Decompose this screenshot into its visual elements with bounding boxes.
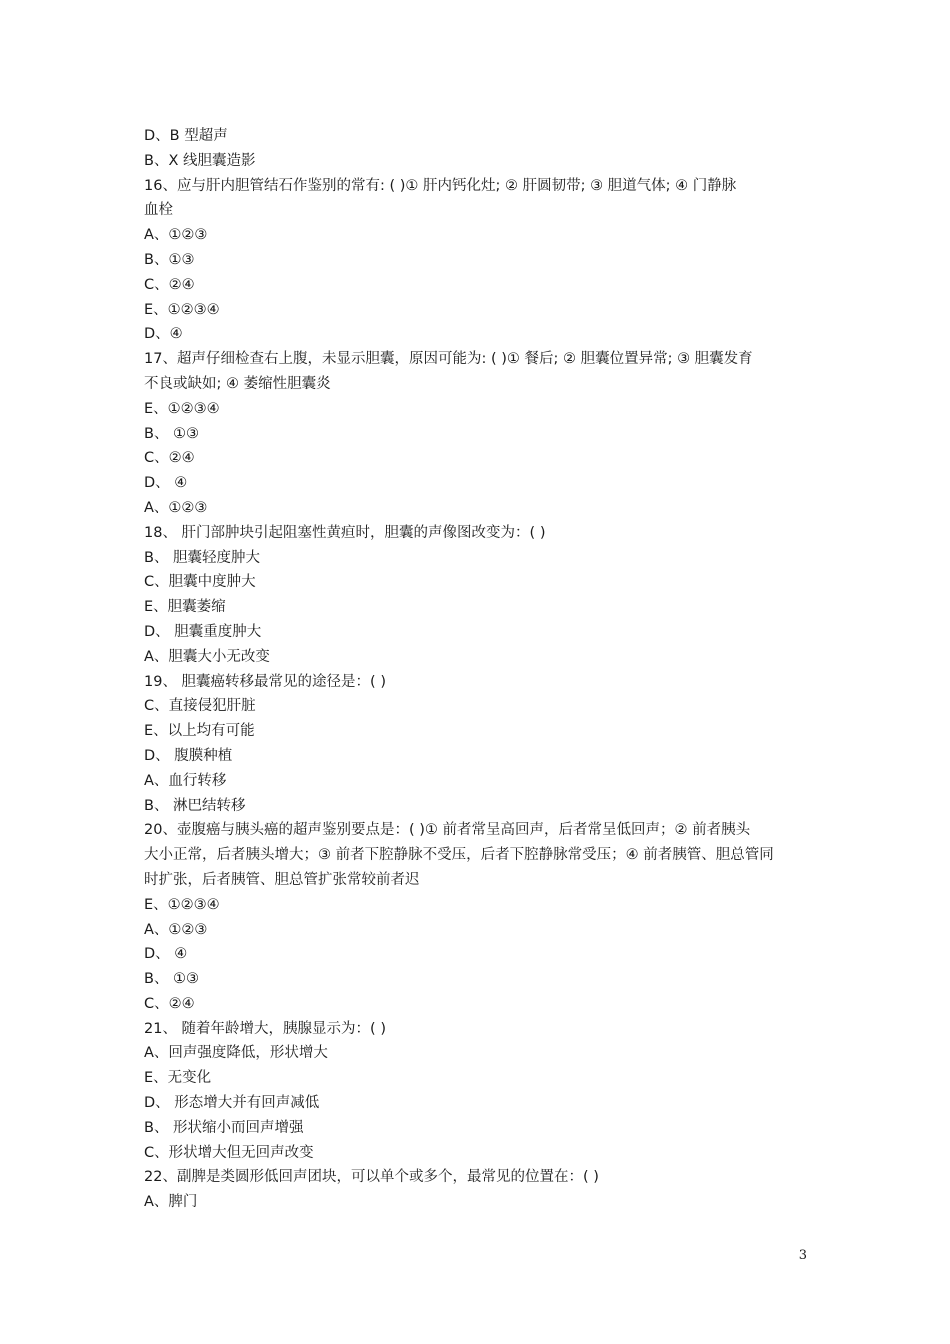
text-line: D、 ④	[144, 946, 188, 963]
text-line: C、②④	[144, 450, 195, 467]
text-line: C、②④	[144, 276, 195, 293]
text-line: 不良或缺如; ④ 萎缩性胆囊炎	[144, 375, 331, 392]
page-number: 3	[798, 1248, 807, 1263]
text-line: 血栓	[144, 202, 173, 219]
text-line: E、①②③④	[144, 896, 220, 913]
text-line: C、形状增大但无回声改变	[144, 1144, 314, 1161]
text-line: D、 ④	[144, 475, 188, 492]
text-line: A、①②③	[144, 227, 208, 244]
text-line: A、脾门	[144, 1194, 198, 1211]
text-line: D、B 型超声	[144, 128, 228, 144]
text-line: E、无变化	[144, 1070, 212, 1087]
text-line: B、 胆囊轻度肿大	[144, 549, 261, 566]
text-line: 大小正常，后者胰头增大；③ 前者下腔静脉不受压，后者下腔静脉常受压；④ 前者胰管、胆总管同	[144, 847, 774, 864]
text-line: A、①②③	[144, 499, 208, 516]
text-line: 20、壶腹癌与胰头癌的超声鉴别要点是：( )① 前者常呈高回声，后者常呈低回声；② 前者胰头	[144, 822, 751, 839]
text-line: B、①③	[144, 251, 195, 268]
document-body	[144, 124, 812, 1215]
text-line: B、 淋巴结转移	[144, 797, 246, 814]
text-line: B、 ①③	[144, 971, 200, 988]
text-line: E、以上均有可能	[144, 723, 255, 740]
text-line: E、①②③④	[144, 400, 220, 417]
text-line: D、 腹膜种植	[144, 747, 233, 764]
text-line: B、 ①③	[144, 425, 200, 442]
text-line: C、胆囊中度肿大	[144, 574, 256, 591]
text-line: C、直接侵犯肝脏	[144, 698, 256, 715]
text-line: C、②④	[144, 995, 195, 1012]
text-line: 22、副脾是类圆形低回声团块，可以单个或多个，最常见的位置在：( )	[144, 1169, 599, 1186]
text-line: 18、 肝门部肿块引起阻塞性黄疸时，胆囊的声像图改变为：( )	[144, 524, 546, 541]
text-line: E、胆囊萎缩	[144, 599, 226, 616]
text-line: 19、 胆囊癌转移最常见的途径是：( )	[144, 673, 386, 690]
text-line: A、①②③	[144, 921, 208, 938]
text-line: A、回声强度降低，形状增大	[144, 1045, 328, 1062]
text-line: D、④	[144, 326, 183, 343]
text-line: 17、超声仔细检查右上腹，未显示胆囊，原因可能为: ( )① 餐后; ② 胆囊位置异常; ③ 胆囊发育	[144, 351, 753, 368]
text-line: B、X 线胆囊造影	[144, 152, 256, 169]
text-line: D、 形态增大并有回声减低	[144, 1095, 320, 1112]
text-line: 16、应与肝内胆管结石作鉴别的常有: ( )① 肝内钙化灶; ② 肝圆韧带; ③ 胆道气体; ④ 门静脉	[144, 177, 737, 194]
text-line: D、 胆囊重度肿大	[144, 623, 262, 640]
text-line: 时扩张，后者胰管、胆总管扩张常较前者迟	[144, 871, 420, 888]
text-line: E、①②③④	[144, 301, 220, 318]
text-line: B、 形状缩小而回声增强	[144, 1119, 304, 1136]
text-line: 21、 随着年龄增大，胰腺显示为：( )	[144, 1020, 386, 1037]
text-line: A、胆囊大小无改变	[144, 648, 270, 665]
text-line: A、血行转移	[144, 772, 227, 789]
